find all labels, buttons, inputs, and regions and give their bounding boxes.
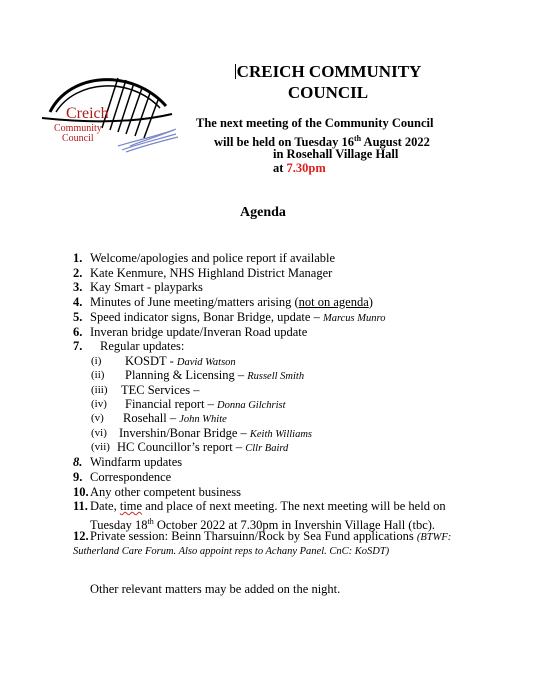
subitem-text (121, 383, 199, 398)
presenter-name: Donna Gilchrist (217, 400, 286, 411)
logo-text-creich: Creich (66, 105, 109, 122)
subitem-title: Financial report – (125, 397, 217, 411)
subitem-numeral: (i) (91, 355, 102, 367)
item-number: 6. (73, 325, 83, 339)
item-number: 7. (73, 339, 83, 353)
subitem-title: Invershin/Bonar Bridge – (119, 426, 250, 440)
item-text-line-1 (90, 529, 451, 545)
item-text: Inveran bridge update/Inveran Road update (90, 325, 308, 339)
presenter-name: Marcus Munro (322, 313, 386, 324)
bridge-logo-icon (40, 66, 180, 154)
title-line-1: CREICH COMMUNITY (236, 62, 422, 81)
item-text-part: Tuesday 18 (90, 518, 148, 533)
item-number: 12. (73, 529, 89, 543)
item-number: 10. (73, 485, 89, 499)
presenter-name: John White (179, 414, 227, 425)
meeting-notice-line-1: The next meeting of the Community Council (196, 116, 434, 130)
item-text-line-1 (90, 499, 446, 514)
subitem-numeral: (iii) (91, 384, 108, 396)
item-text-part: Speed indicator signs, Bonar Bridge, update – (90, 310, 323, 324)
item-number: 11. (73, 499, 88, 513)
item-text-part: Private session: Beinn Tharsuinn/Rock by Sea Fund applications (90, 529, 417, 543)
item-number: 8. (73, 455, 83, 469)
agenda-heading: Agenda (240, 205, 286, 220)
notice-at-text: at (273, 161, 287, 175)
item-text-underlined: not on agenda (298, 295, 369, 309)
item-text-part: Date, (90, 499, 120, 513)
item-number: 4. (73, 295, 83, 309)
subitem-title: TEC Services – (121, 383, 200, 397)
item-text: Windfarm updates (90, 455, 183, 469)
item-text-part: October 2022 at 7.30pm in Invershin Village Hall (tbc). (153, 518, 436, 533)
title-line-2: COUNCIL (287, 83, 369, 102)
item-text: Regular updates: (100, 339, 185, 353)
presenter-name: Russell Smith (247, 371, 305, 382)
presenter-name: Cllr Baird (245, 443, 289, 454)
subitem-text (125, 368, 304, 384)
presenter-name: David Watson (176, 357, 236, 368)
item-text: Kay Smart - playparks (90, 280, 203, 294)
item-text: Welcome/apologies and police report if available (90, 251, 336, 265)
item-text: Kate Kenmure, NHS Highland District Manager (90, 266, 333, 280)
notice-date-suffix: th (353, 134, 362, 143)
item-text-part: Minutes of June meeting/matters arising ( (90, 295, 299, 309)
subitem-title: KOSDT - (125, 354, 177, 368)
item-note: (BTWF: (416, 532, 452, 543)
logo-text-community: Community (54, 123, 102, 134)
subitem-text (123, 411, 227, 427)
page-title (226, 61, 430, 103)
subitem-numeral: (v) (91, 412, 104, 424)
item-text: Any other competent business (90, 485, 242, 499)
meeting-time: 7.30pm (286, 161, 326, 175)
item-number: 1. (73, 251, 83, 265)
item-number: 5. (73, 310, 83, 324)
item-number: 9. (73, 470, 83, 484)
subitem-title: HC Councillor’s report – (117, 440, 246, 454)
meeting-notice-time (273, 161, 326, 176)
item-text (90, 310, 385, 326)
meeting-notice-venue: in Rosehall Village Hall (273, 147, 399, 161)
creich-council-logo (40, 66, 180, 154)
footer-note: Other relevant matters may be added on the night. (90, 582, 341, 596)
item-note-line-2: Sutherland Care Forum. Also appoint reps to Achany Panel. CnC: KoSDT) (73, 546, 390, 557)
notice-date-text: will be held on Tuesday 16 (214, 135, 354, 150)
subitem-numeral: (vii) (91, 441, 110, 453)
subitem-numeral: (vi) (91, 427, 107, 439)
item-text (90, 295, 373, 310)
subitem-title: Planning & Licensing – (125, 368, 248, 382)
subitem-text (117, 440, 288, 456)
subitem-title: Rosehall – (123, 411, 180, 425)
item-text: Correspondence (90, 470, 172, 484)
notice-date-month: August 2022 (361, 135, 430, 150)
item-number: 2. (73, 266, 83, 280)
text-cursor (235, 64, 236, 79)
logo-text-council: Council (62, 133, 94, 144)
item-number: 3. (73, 280, 83, 294)
subitem-numeral: (ii) (91, 369, 105, 381)
item-text-part: ) (368, 295, 373, 309)
item-text-part: and place of next meeting. The next meeting will be held on (142, 499, 446, 513)
subitem-numeral: (iv) (91, 398, 107, 410)
spellcheck-flagged-word: time (119, 499, 143, 513)
date-suffix: th (147, 517, 154, 526)
presenter-name: Keith Williams (249, 429, 313, 440)
